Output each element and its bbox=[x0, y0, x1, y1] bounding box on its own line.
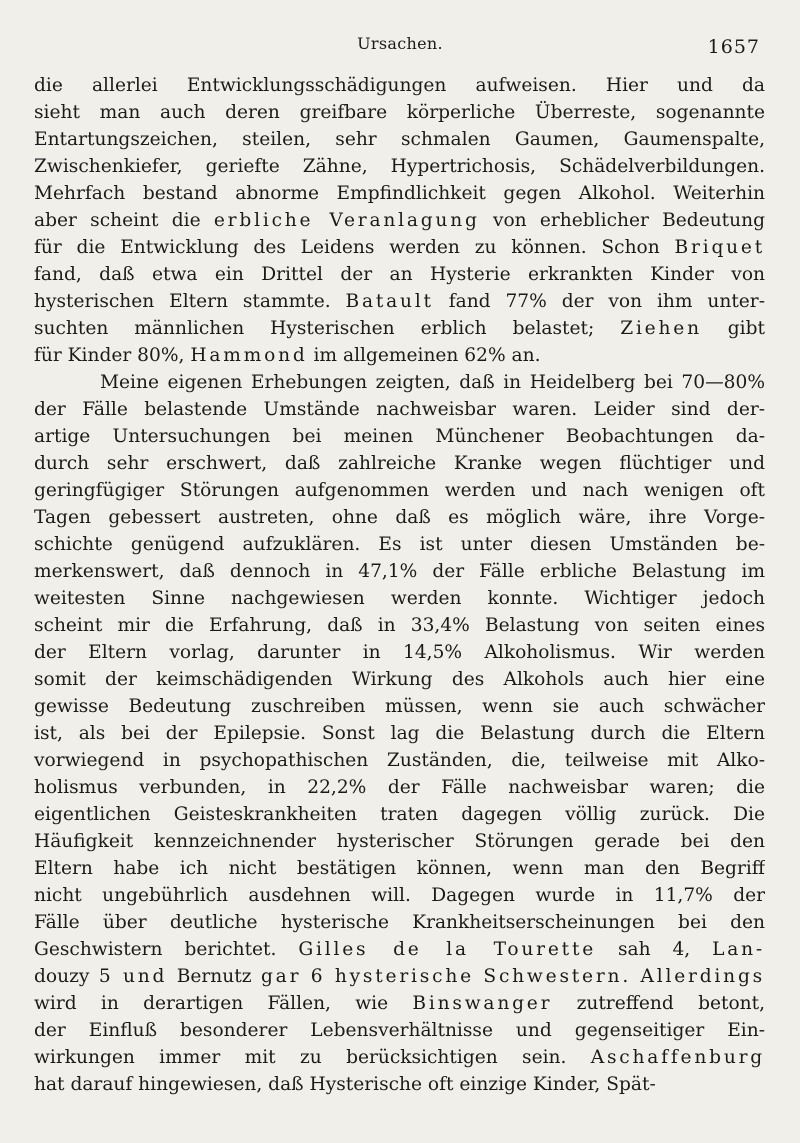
text-line bbox=[34, 342, 765, 369]
text-line bbox=[34, 1017, 765, 1044]
text-segment: die allerlei Entwicklungsschädigungen aufweisen. Hier und da bbox=[34, 75, 765, 96]
page-number: 1657 bbox=[707, 36, 760, 58]
text-line bbox=[34, 666, 765, 693]
text-line bbox=[34, 207, 765, 234]
text-segment: holismus verbunden, in 22,2% der Fälle nachweisbar waren; die bbox=[34, 777, 765, 798]
text-line bbox=[34, 747, 765, 774]
text-segment: durch sehr erschwert, daß zahlreiche Kranke wegen flüchtiger und bbox=[34, 453, 765, 474]
text-segment: Bernutz bbox=[176, 966, 252, 987]
text-line bbox=[34, 963, 765, 990]
body-text bbox=[34, 72, 765, 1098]
spaced-emphasis: 5 und bbox=[89, 966, 177, 987]
text-line bbox=[34, 1071, 765, 1098]
text-line bbox=[34, 828, 765, 855]
text-segment: sieht man auch deren greifbare körperliche Überreste, sogenannte bbox=[34, 102, 765, 123]
text-segment: eigentlichen Geisteskrankheiten traten dagegen völlig zurück. Die bbox=[34, 804, 765, 825]
text-line bbox=[34, 180, 765, 207]
text-line bbox=[34, 612, 765, 639]
spaced-emphasis: Lan- bbox=[712, 939, 765, 960]
text-line bbox=[34, 72, 765, 99]
text-segment: hysterischen Eltern stammte. bbox=[34, 291, 346, 312]
text-segment: Geschwistern berichtet. bbox=[34, 939, 299, 960]
text-segment: Eltern habe ich nicht bestätigen können, wenn man den Begriff bbox=[34, 858, 765, 879]
text-line bbox=[34, 990, 765, 1017]
spaced-emphasis: Ziehen bbox=[620, 318, 702, 339]
text-line bbox=[34, 585, 765, 612]
spaced-emphasis: Gilles de la Tourette bbox=[298, 939, 597, 960]
spaced-emphasis: Batault bbox=[345, 291, 434, 312]
text-line bbox=[34, 855, 765, 882]
text-line bbox=[34, 531, 765, 558]
text-segment: fand, daß etwa ein Drittel der an Hysterie erkrankten Kinder von bbox=[34, 264, 765, 285]
text-line bbox=[34, 450, 765, 477]
text-segment: merkenswert, daß dennoch in 47,1% der Fälle erbliche Belastung im bbox=[34, 561, 765, 582]
text-segment: Entartungszeichen, steilen, sehr schmalen Gaumen, Gaumenspalte, bbox=[34, 129, 765, 150]
text-segment: Zwischenkiefer, geriefte Zähne, Hypertrichosis, Schädelverbildungen. bbox=[34, 156, 765, 177]
text-segment: vorwiegend in psychopathischen Zuständen, die, teilweise mit Alko- bbox=[34, 750, 765, 771]
text-line bbox=[34, 477, 765, 504]
chapter-heading: Ursachen. bbox=[357, 34, 443, 53]
text-segment: für Kinder 80%, bbox=[34, 345, 191, 366]
text-segment: der Fälle belastende Umstände nachweisbar waren. Leider sind der- bbox=[34, 399, 765, 420]
text-line bbox=[34, 261, 765, 288]
text-segment: im allgemeinen 62% an. bbox=[307, 345, 541, 366]
text-line bbox=[34, 234, 765, 261]
text-line bbox=[34, 801, 765, 828]
text-segment: artige Untersuchungen bei meinen Münchener Beobachtungen da- bbox=[34, 426, 765, 447]
text-segment: für die Entwicklung des Leidens werden zu können. Schon bbox=[34, 237, 675, 258]
text-segment: scheint mir die Erfahrung, daß in 33,4% Belastung von seiten eines bbox=[34, 615, 765, 636]
text-line bbox=[34, 504, 765, 531]
text-line bbox=[34, 423, 765, 450]
text-segment: Häufigkeit kennzeichnender hysterischer Störungen gerade bei den bbox=[34, 831, 765, 852]
text-segment: gibt bbox=[701, 318, 765, 339]
spaced-emphasis: Binswanger bbox=[412, 993, 553, 1014]
text-line bbox=[34, 774, 765, 801]
spaced-emphasis: Hammond bbox=[190, 345, 308, 366]
text-line bbox=[34, 1044, 765, 1071]
text-segment: nicht ungebührlich ausdehnen will. Dagegen wurde in 11,7% der bbox=[34, 885, 765, 906]
text-line bbox=[34, 936, 765, 963]
text-segment: suchten männlichen Hysterischen erblich belastet; bbox=[34, 318, 621, 339]
text-segment: der Eltern vorlag, darunter in 14,5% Alkoholismus. Wir werden bbox=[34, 642, 765, 663]
text-segment: sah 4, bbox=[596, 939, 713, 960]
text-line bbox=[34, 99, 765, 126]
text-segment: der Einfluß besonderer Lebensverhältnisse und gegenseitiger Ein- bbox=[34, 1020, 765, 1041]
text-segment: Mehrfach bestand abnorme Empfindlichkeit gegen Alkohol. Weiterhin bbox=[34, 183, 765, 204]
text-segment: weitesten Sinne nachgewiesen werden konnte. Wichtiger jedoch bbox=[34, 588, 765, 609]
spaced-emphasis: Aschaffenburg bbox=[590, 1047, 765, 1068]
text-segment: ist, als bei der Epilepsie. Sonst lag die Belastung durch die Eltern bbox=[34, 723, 765, 744]
text-segment: Fälle über deutliche hysterische Krankheitserscheinungen bei den bbox=[34, 912, 765, 933]
text-line bbox=[34, 693, 765, 720]
text-line bbox=[34, 288, 765, 315]
text-segment: fand 77% der von ihm unter- bbox=[433, 291, 765, 312]
spaced-emphasis: Briquet bbox=[674, 237, 765, 258]
text-segment: wirkungen immer mit zu berücksichtigen sein. bbox=[34, 1047, 591, 1068]
text-line bbox=[34, 396, 765, 423]
text-segment: Tagen gebessert austreten, ohne daß es möglich wäre, ihre Vorge- bbox=[34, 507, 765, 528]
text-segment: gewisse Bedeutung zuschreiben müssen, wenn sie auch schwächer bbox=[34, 696, 765, 717]
spaced-emphasis: erbliche Veranlagung bbox=[213, 210, 480, 231]
text-segment: aber scheint die bbox=[34, 210, 214, 231]
text-segment: schichte genügend aufzuklären. Es ist unter diesen Umständen be- bbox=[34, 534, 765, 555]
text-segment: von erheblicher Bedeutung bbox=[479, 210, 765, 231]
text-line bbox=[34, 909, 765, 936]
text-segment: Meine eigenen Erhebungen zeigten, daß in Heidelberg bei 70—80% bbox=[100, 372, 765, 393]
text-line bbox=[34, 639, 765, 666]
text-segment: zutreffend betont, bbox=[552, 993, 765, 1014]
spaced-emphasis: gar 6 hysterische Schwestern. Allerdings bbox=[251, 966, 765, 987]
text-line bbox=[34, 315, 765, 342]
text-line bbox=[34, 369, 765, 396]
text-segment: geringfügiger Störungen aufgenommen werden und nach wenigen oft bbox=[34, 480, 765, 501]
text-line bbox=[34, 720, 765, 747]
running-head bbox=[0, 30, 800, 60]
text-segment: somit der keimschädigenden Wirkung des Alkohols auch hier eine bbox=[34, 669, 765, 690]
text-segment: douzy bbox=[34, 966, 90, 987]
text-line bbox=[34, 126, 765, 153]
text-segment: hat darauf hingewiesen, daß Hysterische oft einzige Kinder, Spät- bbox=[34, 1074, 656, 1095]
text-line bbox=[34, 153, 765, 180]
text-line bbox=[34, 558, 765, 585]
text-segment: wird in derartigen Fällen, wie bbox=[34, 993, 413, 1014]
text-line bbox=[34, 882, 765, 909]
